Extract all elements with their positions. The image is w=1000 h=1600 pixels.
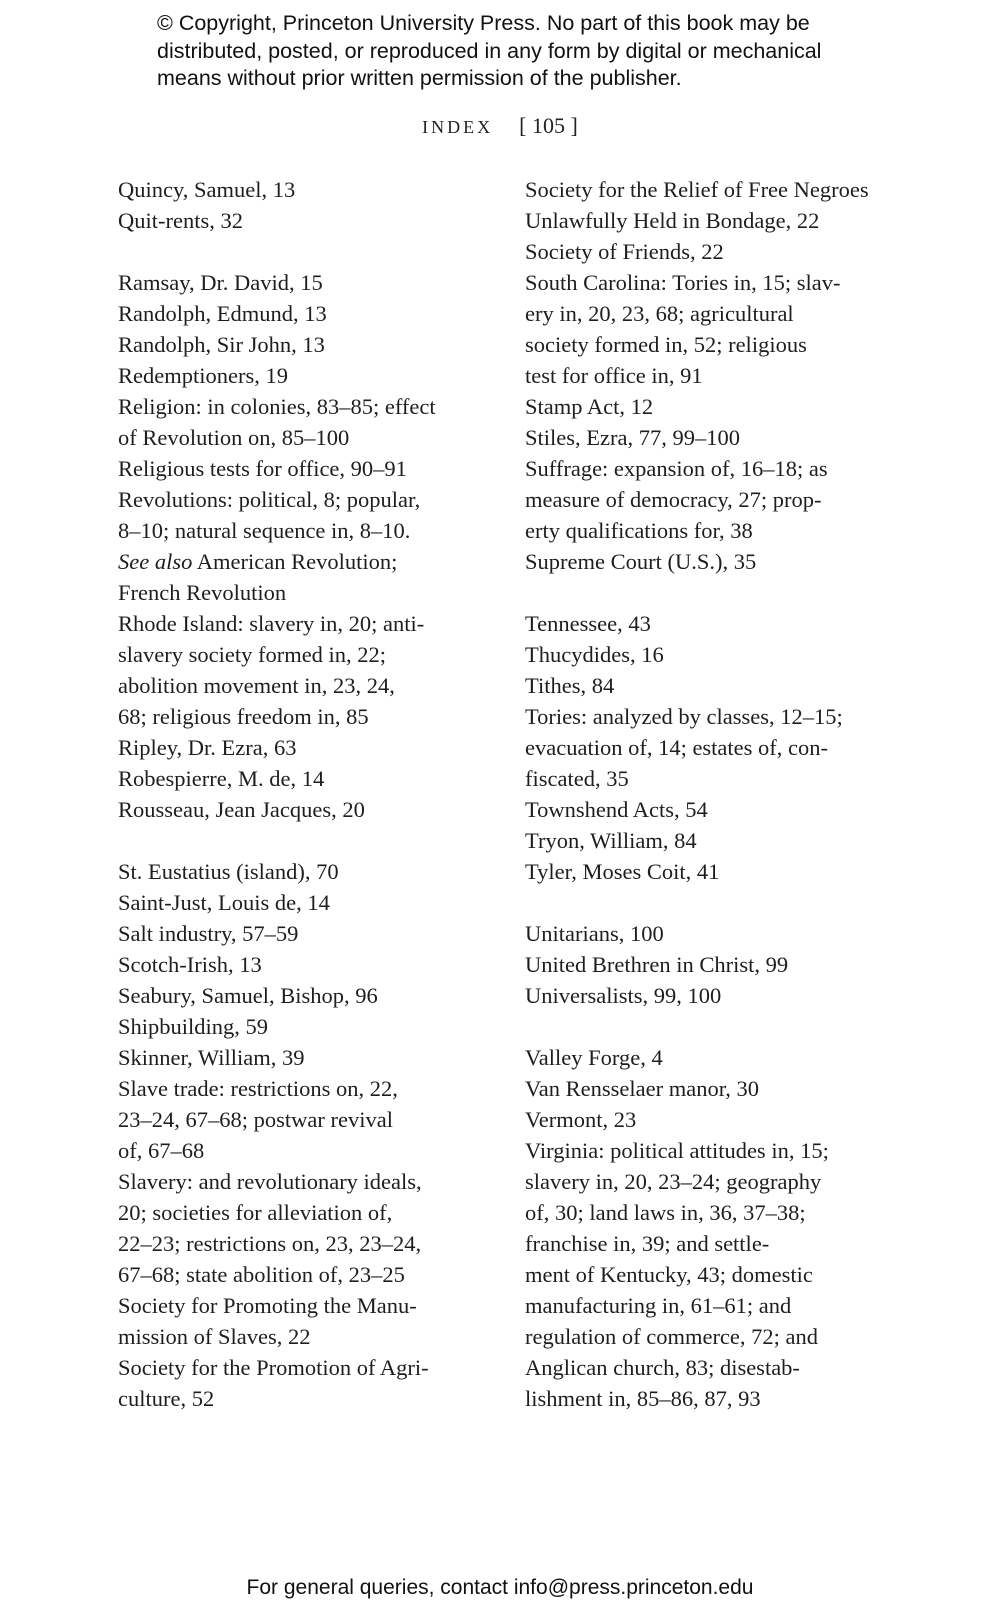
index-entry-line: 22–23; restrictions on, 23, 23–24,: [118, 1231, 422, 1256]
index-entry-line: 68; religious freedom in, 85: [118, 704, 369, 729]
index-entry-line: measure of democracy, 27; prop-: [525, 487, 822, 512]
index-entry-line: Randolph, Edmund, 13: [118, 301, 327, 326]
index-entry: [525, 236, 895, 267]
index-entry-line: Stiles, Ezra, 77, 99–100: [525, 425, 740, 450]
index-entry: [118, 174, 488, 205]
index-entry: [525, 1104, 895, 1135]
index-entry-line: Redemptioners, 19: [118, 363, 288, 388]
index-entry-line: abolition movement in, 23, 24,: [118, 673, 395, 698]
index-entry: [118, 267, 488, 298]
index-entry: [118, 298, 488, 329]
index-entry-line: mission of Slaves, 22: [118, 1324, 311, 1349]
index-entry: [525, 918, 895, 949]
index-entry-line: Slavery: and revolutionary ideals,: [118, 1169, 422, 1194]
index-entry-line: Valley Forge, 4: [525, 1045, 663, 1070]
index-entry-line: manufacturing in, 61–61; and: [525, 1293, 792, 1318]
index-entry-line: Unlawfully Held in Bondage, 22: [525, 208, 820, 233]
copyright-line: means without prior written permission of the publisher.: [157, 66, 682, 90]
index-entry-line: Religion: in colonies, 83–85; effect: [118, 394, 436, 419]
index-entry-line: Shipbuilding, 59: [118, 1014, 269, 1039]
index-entry-line: 67–68; state abolition of, 23–25: [118, 1262, 405, 1287]
page-number: [ 105 ]: [519, 113, 578, 138]
index-entry: [525, 794, 895, 825]
index-entry: [118, 949, 488, 980]
index-entry-line: See also American Revolution;: [118, 549, 398, 574]
index-entry-line: Stamp Act, 12: [525, 394, 654, 419]
index-entry-line: Townshend Acts, 54: [525, 797, 708, 822]
index-entry: [118, 360, 488, 391]
index-entry-line: Virginia: political attitudes in, 15;: [525, 1138, 829, 1163]
index-entry-line: franchise in, 39; and settle-: [525, 1231, 770, 1256]
index-entry-line: Supreme Court (U.S.), 35: [525, 549, 757, 574]
index-entry-line: Society of Friends, 22: [525, 239, 724, 264]
index-entry: [118, 918, 488, 949]
index-entry-line: Ripley, Dr. Ezra, 63: [118, 735, 297, 760]
copyright-notice: [157, 10, 917, 93]
index-entry: [118, 484, 488, 608]
index-entry: [118, 205, 488, 236]
index-entry-line: Society for the Promotion of Agri-: [118, 1355, 429, 1380]
index-entry: [118, 1042, 488, 1073]
index-entry-line: Quit-rents, 32: [118, 208, 243, 233]
letter-group-spacer: [118, 825, 488, 856]
index-entry: [118, 608, 488, 732]
index-entry-line: Seabury, Samuel, Bishop, 96: [118, 983, 378, 1008]
index-entry-line: Thucydides, 16: [525, 642, 664, 667]
index-entry: [525, 1042, 895, 1073]
index-entry-line: Anglican church, 83; disestab-: [525, 1355, 800, 1380]
see-also-label: See also: [118, 549, 193, 574]
index-entry: [118, 1073, 488, 1166]
index-entry-line: erty qualifications for, 38: [525, 518, 753, 543]
index-column-right: [525, 174, 895, 1414]
index-entry-line: Society for Promoting the Manu-: [118, 1293, 417, 1318]
index-entry-line: Religious tests for office, 90–91: [118, 456, 407, 481]
index-entry-line: Tyler, Moses Coit, 41: [525, 859, 720, 884]
index-entry-line: Unitarians, 100: [525, 921, 664, 946]
index-entry-line: 20; societies for alleviation of,: [118, 1200, 393, 1225]
index-entry-line: Saint-Just, Louis de, 14: [118, 890, 330, 915]
index-entry-line: ment of Kentucky, 43; domestic: [525, 1262, 813, 1287]
index-entry: [525, 391, 895, 422]
index-entry-line: Vermont, 23: [525, 1107, 637, 1132]
letter-group-spacer: [525, 1011, 895, 1042]
index-entry-line: lishment in, 85–86, 87, 93: [525, 1386, 761, 1411]
index-entry: [118, 1352, 488, 1414]
index-entry: [525, 670, 895, 701]
index-entry: [525, 267, 895, 391]
index-entry: [118, 329, 488, 360]
index-entry: [118, 1166, 488, 1290]
copyright-line: © Copyright, Princeton University Press. No part of this book may be: [157, 11, 810, 35]
index-entry-line: of, 30; land laws in, 36, 37–38;: [525, 1200, 806, 1225]
index-entry: [118, 1290, 488, 1352]
index-entry-line: Skinner, William, 39: [118, 1045, 305, 1070]
index-entry-line: society formed in, 52; religious: [525, 332, 807, 357]
index-entry-line: of Revolution on, 85–100: [118, 425, 350, 450]
index-entry: [525, 422, 895, 453]
index-entry: [525, 639, 895, 670]
copyright-line: distributed, posted, or reproduced in any form by digital or mechanical: [157, 38, 822, 63]
index-entry: [118, 980, 488, 1011]
index-entry-line: Tithes, 84: [525, 673, 615, 698]
index-entry: [118, 763, 488, 794]
index-column-left: [118, 174, 488, 1414]
index-entry-line: Revolutions: political, 8; popular,: [118, 487, 421, 512]
index-entry: [525, 453, 895, 546]
index-entry-line: 8–10; natural sequence in, 8–10.: [118, 518, 411, 543]
index-entry-line: Quincy, Samuel, 13: [118, 177, 296, 202]
index-entry-line: Tories: analyzed by classes, 12–15;: [525, 704, 843, 729]
index-entry: [118, 887, 488, 918]
index-entry-line: Rousseau, Jean Jacques, 20: [118, 797, 365, 822]
index-entry-line: Rhode Island: slavery in, 20; anti-: [118, 611, 425, 636]
index-entry: [525, 701, 895, 794]
index-entry: [118, 856, 488, 887]
index-entry-line: Van Rensselaer manor, 30: [525, 1076, 760, 1101]
index-entry-line: test for office in, 91: [525, 363, 703, 388]
index-entry: [118, 391, 488, 453]
index-entry-line: regulation of commerce, 72; and: [525, 1324, 819, 1349]
index-entry-line: Ramsay, Dr. David, 15: [118, 270, 323, 295]
index-entry: [525, 980, 895, 1011]
index-entry: [525, 608, 895, 639]
index-entry-line: slavery in, 20, 23–24; geography: [525, 1169, 822, 1194]
index-entry: [525, 949, 895, 980]
index-entry-line: United Brethren in Christ, 99: [525, 952, 789, 977]
index-entry: [525, 1135, 895, 1414]
index-entry: [118, 1011, 488, 1042]
index-entry: [525, 825, 895, 856]
index-entry-line: South Carolina: Tories in, 15; slav-: [525, 270, 841, 295]
index-entry-line: Society for the Relief of Free Negroes: [525, 177, 869, 202]
index-entry-line: fiscated, 35: [525, 766, 629, 791]
index-entry: [525, 1073, 895, 1104]
index-entry-line: St. Eustatius (island), 70: [118, 859, 339, 884]
index-entry-line: Salt industry, 57–59: [118, 921, 299, 946]
index-entry-line: Universalists, 99, 100: [525, 983, 722, 1008]
index-entry: [525, 546, 895, 577]
index-entry: [525, 174, 895, 236]
letter-group-spacer: [525, 887, 895, 918]
letter-group-spacer: [118, 236, 488, 267]
footer-contact: For general queries, contact info@press.princeton.edu: [246, 1576, 754, 1599]
index-entry-line: of, 67–68: [118, 1138, 205, 1163]
index-entry: [118, 453, 488, 484]
index-entry-line: culture, 52: [118, 1386, 215, 1411]
index-entry-line: Slave trade: restrictions on, 22,: [118, 1076, 398, 1101]
running-head: [0, 113, 1000, 139]
index-entry-line: ery in, 20, 23, 68; agricultural: [525, 301, 794, 326]
index-entry: [118, 732, 488, 763]
index-entry-line: French Revolution: [118, 580, 287, 605]
index-entry-line: Tryon, William, 84: [525, 828, 697, 853]
index-entry-line: Randolph, Sir John, 13: [118, 332, 325, 357]
index-entry-line: evacuation of, 14; estates of, con-: [525, 735, 829, 760]
index-entry-line: Tennessee, 43: [525, 611, 651, 636]
index-entry-line: Robespierre, M. de, 14: [118, 766, 325, 791]
index-entry: [118, 794, 488, 825]
letter-group-spacer: [525, 577, 895, 608]
index-entry-line: Scotch-Irish, 13: [118, 952, 262, 977]
index-entry-line: Suffrage: expansion of, 16–18; as: [525, 456, 828, 481]
index-entry-line: slavery society formed in, 22;: [118, 642, 387, 667]
running-head-label: INDEX: [422, 117, 494, 137]
index-entry: [525, 856, 895, 887]
index-entry-line: 23–24, 67–68; postwar revival: [118, 1107, 393, 1132]
